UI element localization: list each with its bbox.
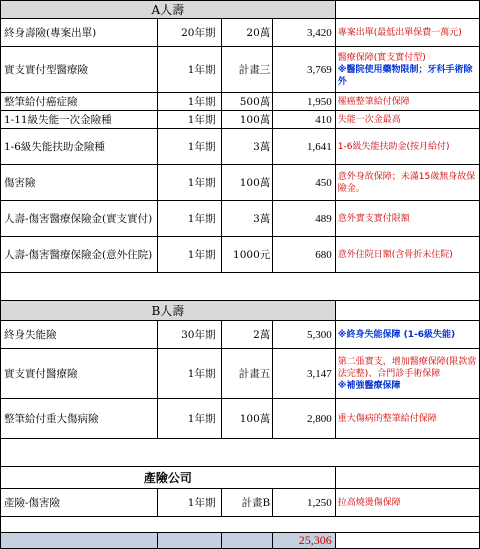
- plan-name: 終身壽險(專案出單): [1, 19, 158, 47]
- plan-name: 人壽-傷害醫療保險金(意外住院): [1, 237, 158, 273]
- table-row[interactable]: [1, 349, 480, 399]
- plan-name: 整筆給付癌症險: [1, 93, 158, 111]
- plan-premium: 489: [273, 201, 335, 237]
- plan-premium: 5,300: [273, 321, 335, 349]
- plan-name: 終身失能險: [1, 321, 158, 349]
- plan-amount: 100萬: [222, 399, 273, 439]
- table-row[interactable]: [1, 321, 480, 349]
- table-row[interactable]: [1, 111, 480, 129]
- spacer-row: [1, 517, 480, 533]
- plan-term: 20年期: [157, 19, 222, 47]
- plan-term: 1年期: [157, 129, 222, 165]
- plan-amount: 500萬: [222, 93, 273, 111]
- plan-name: 產險-傷害險: [1, 489, 158, 517]
- section-header-b: [1, 301, 480, 321]
- plan-amount: 計畫B: [222, 489, 273, 517]
- table-row[interactable]: [1, 47, 480, 93]
- plan-note: 專案出單(最低出單保費一萬元): [335, 19, 479, 47]
- plan-note: 意外身故保障；未滿15歲無身故保險金。: [335, 165, 479, 201]
- plan-term: 1年期: [157, 47, 222, 93]
- table-row[interactable]: [1, 201, 480, 237]
- plan-amount: 100萬: [222, 111, 273, 129]
- plan-name: 傷害險: [1, 165, 158, 201]
- plan-premium: 1,641: [273, 129, 335, 165]
- table-row[interactable]: [1, 237, 480, 273]
- plan-note: 罹癌整筆給付保障: [335, 93, 479, 111]
- plan-amount: 100萬: [222, 165, 273, 201]
- plan-premium: 3,420: [273, 19, 335, 47]
- plan-amount: 20萬: [222, 19, 273, 47]
- plan-premium: 3,147: [273, 349, 335, 399]
- spacer-row: [1, 273, 480, 301]
- plan-amount: 3萬: [222, 129, 273, 165]
- plan-note: 重大傷病的整筆給付保障: [335, 399, 479, 439]
- plan-term: 1年期: [157, 165, 222, 201]
- plan-note: ※終身失能保障 (1-6級失能): [335, 321, 479, 349]
- note-line: 醫療保障(實支實付型): [337, 52, 426, 63]
- note-extra: ※醫院使用藥物限制；牙科手術除外: [337, 64, 473, 87]
- plan-note: [335, 349, 479, 399]
- plan-note: 意外住院日額(含骨折未住院): [335, 237, 479, 273]
- table-row[interactable]: [1, 165, 480, 201]
- section-title: A人壽: [1, 1, 336, 19]
- plan-term: 1年期: [157, 489, 222, 517]
- total-row: [1, 533, 480, 549]
- plan-amount: 2萬: [222, 321, 273, 349]
- plan-note: [335, 47, 479, 93]
- plan-term: 1年期: [157, 111, 222, 129]
- plan-note: 1-6級失能扶助金(按月給付): [335, 129, 479, 165]
- section-header-a: [1, 1, 480, 19]
- plan-term: 1年期: [157, 349, 222, 399]
- table-row[interactable]: [1, 93, 480, 111]
- table-row[interactable]: [1, 399, 480, 439]
- plan-name: 實支實付型醫療險: [1, 47, 158, 93]
- plan-amount: 計畫三: [222, 47, 273, 93]
- plan-name: 人壽-傷害醫療保險金(實支實付): [1, 201, 158, 237]
- spacer-row: [1, 439, 480, 467]
- plan-term: 1年期: [157, 93, 222, 111]
- section-title: B人壽: [1, 301, 336, 321]
- plan-premium: 410: [273, 111, 335, 129]
- plan-premium: 2,800: [273, 399, 335, 439]
- plan-amount: 1000元: [222, 237, 273, 273]
- plan-name: 1-6級失能扶助金險種: [1, 129, 158, 165]
- note-extra: ※補強醫療保障: [337, 380, 401, 391]
- plan-amount: 計畫五: [222, 349, 273, 399]
- section-header-c: [1, 467, 480, 489]
- plan-premium: 1,250: [273, 489, 335, 517]
- plan-term: 1年期: [157, 237, 222, 273]
- plan-note: 意外實支實付限額: [335, 201, 479, 237]
- total-premium: 25,306: [273, 533, 335, 549]
- plan-note: 失能一次金最高: [335, 111, 479, 129]
- table-row[interactable]: [1, 129, 480, 165]
- plan-premium: 680: [273, 237, 335, 273]
- table-row[interactable]: [1, 19, 480, 47]
- plan-term: 30年期: [157, 321, 222, 349]
- plan-premium: 450: [273, 165, 335, 201]
- plan-premium: 3,769: [273, 47, 335, 93]
- plan-term: 1年期: [157, 201, 222, 237]
- section-title: 產險公司: [1, 467, 336, 489]
- note-line: 第二張實支，增加醫療保障(限款當法完整)、合門診手術保障: [337, 356, 477, 379]
- plan-note: 拉高燒燙傷保障: [335, 489, 479, 517]
- plan-name: 實支實付醫療險: [1, 349, 158, 399]
- plan-term: 1年期: [157, 399, 222, 439]
- plan-name: 整筆給付重大傷病險: [1, 399, 158, 439]
- plan-premium: 1,950: [273, 93, 335, 111]
- table-row[interactable]: [1, 489, 480, 517]
- plan-name: 1-11級失能一次金險種: [1, 111, 158, 129]
- plan-amount: 3萬: [222, 201, 273, 237]
